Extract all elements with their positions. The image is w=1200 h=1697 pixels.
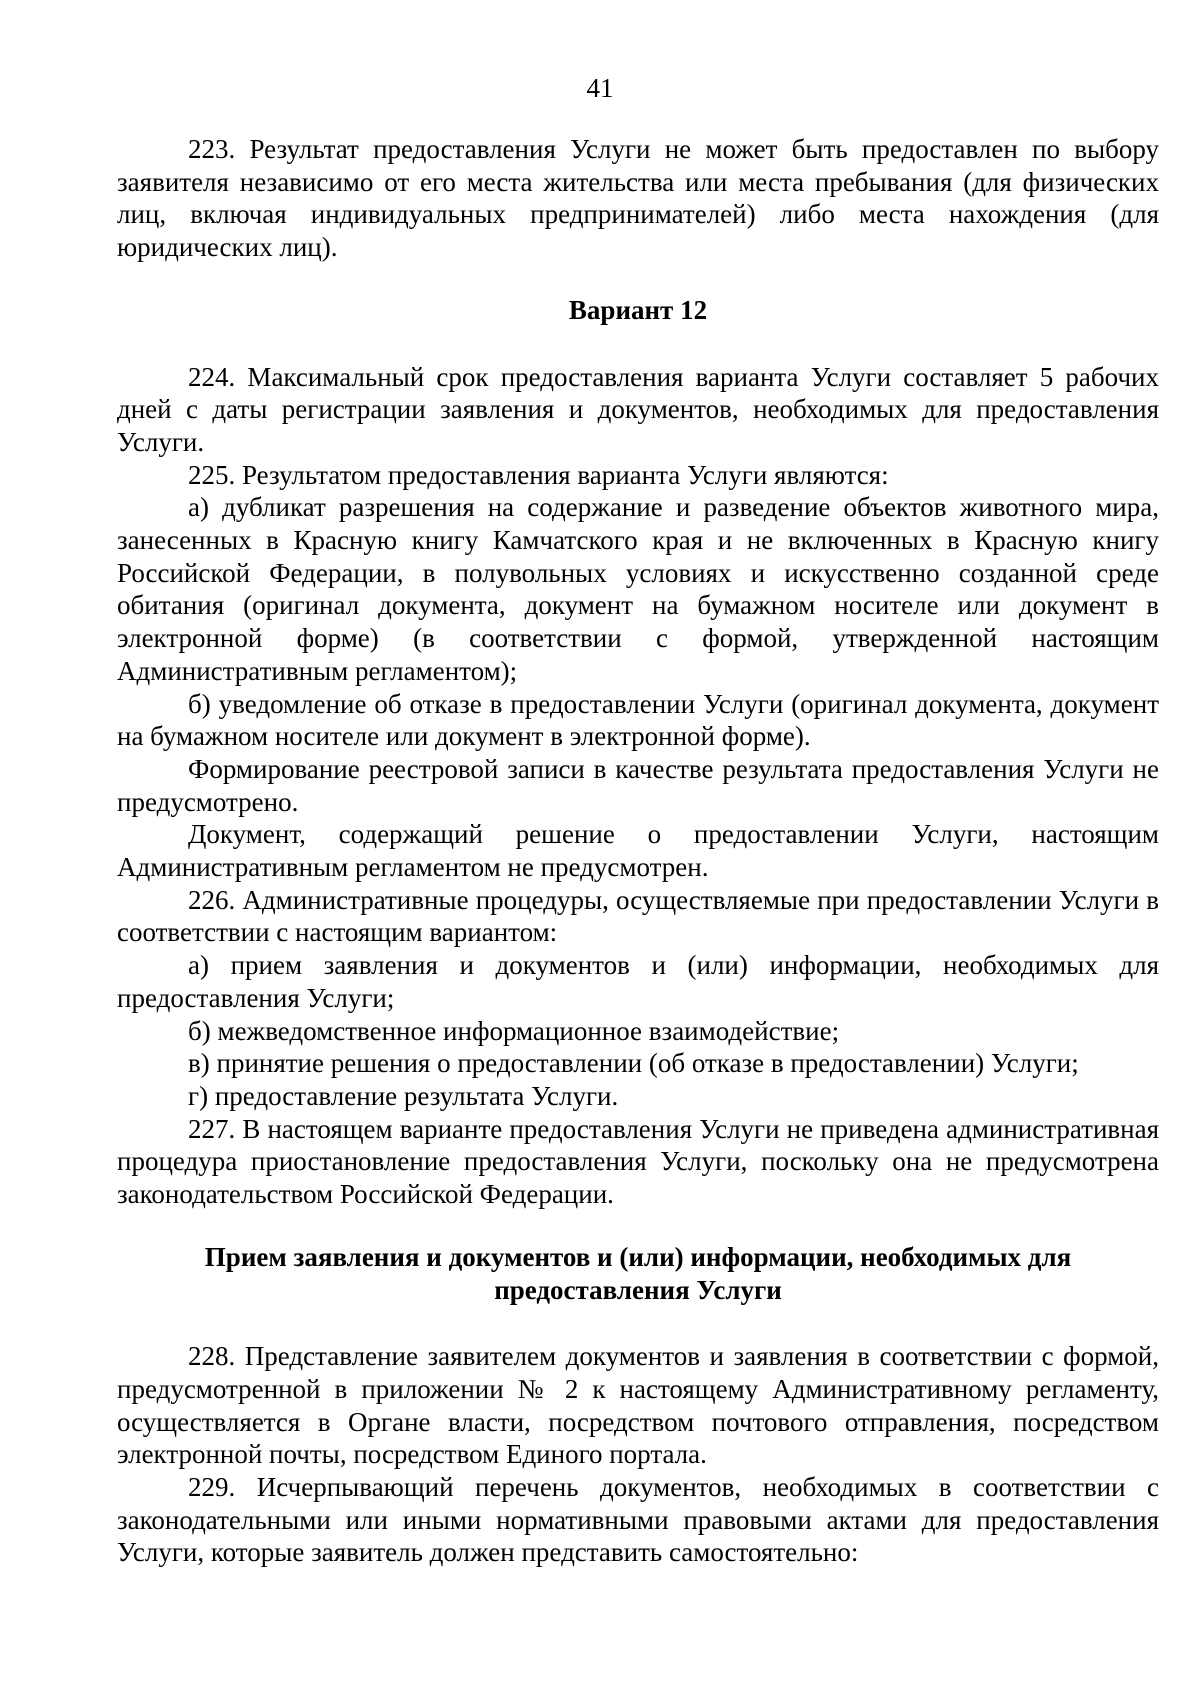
paragraph-228: 228. Представление заявителем документов и заявления в соответствии с формой, предусмотренной в приложении № 2 к настоящему Административному регламенту, осуществляется в Органе власти, посредством почтового отправления, посредством электронной почты, посредством Единого портала. [117,1341,1159,1470]
paragraph-224: 224. Максимальный срок предоставления варианта Услуги составляет 5 рабочих дней с даты регистрации заявления и документов, необходимых для предоставления Услуги. [117,361,1159,457]
section-heading-variant-12: Вариант 12 [568,294,708,325]
document-body [117,133,1159,1569]
list-item-226-v: в) принятие решения о предоставлении (об отказе в предоставлении) Услуги; [188,1048,1079,1079]
spacer [117,1306,1159,1340]
paragraph-223: 223. Результат предоставления Услуги не может быть предоставлен по выбору заявителя независимо от его места жительства или места пребывания (для физических лиц, включая индивидуальных предпринимателей) либо места нахождения (для юридических лиц). [117,134,1159,263]
paragraph-226: 226. Административные процедуры, осуществляемые при предоставлении Услуги в соответствии с настоящим вариантом: [117,884,1159,948]
spacer [117,327,1159,361]
paragraph-decision-document: Документ, содержащий решение о предоставлении Услуги, настоящим Административным регламентом не предусмотрен. [117,819,1159,883]
page-number: 41 [586,73,614,103]
paragraph-225: 225. Результатом предоставления варианта Услуги являются: [188,459,889,490]
list-item-226-g: г) предоставление результата Услуги. [188,1080,619,1111]
list-item-226-a: а) прием заявления и документов и (или) информации, необходимых для предоставления Услуги; [117,950,1159,1013]
paragraph-227: 227. В настоящем варианте предоставления Услуги не приведена административная процедура приостановление предоставления Услуги, поскольку она не предусмотрена законодательством Российской Федерации. [117,1113,1159,1210]
paragraph-229: 229. Исчерпывающий перечень документов, необходимых в соответствии с законодательными или иными нормативными правовыми актами для предоставления Услуги, которые заявитель должен представить самостоятельно: [117,1472,1159,1568]
paragraph-registry-record: Формирование реестровой записи в качестве результата предоставления Услуги не предусмотрено. [117,753,1159,817]
list-item-226-b: б) межведомственное информационное взаимодействие; [188,1015,840,1046]
list-item-225-b: б) уведомление об отказе в предоставлении Услуги (оригинал документа, документ на бумажном носителе или документ в электронной форме). [117,688,1159,752]
section-heading-application-intake: Прием заявления и документов и (или) информации, необходимых для предоставления Услуги [204,1241,1072,1305]
spacer [117,264,1159,294]
list-item-225-a: а) дубликат разрешения на содержание и разведение объектов животного мира, занесенных в Красную книгу Камчатского края и не включенных в Красную книгу Российской Федерации, в полувольных условиях и искусственно созданной среде обитания (оригинал документа, документ на бумажном носителе или документ в электронной форме) (в соответствии с формой, утвержденной настоящим Административным регламентом); [117,492,1159,686]
spacer [117,1211,1159,1241]
